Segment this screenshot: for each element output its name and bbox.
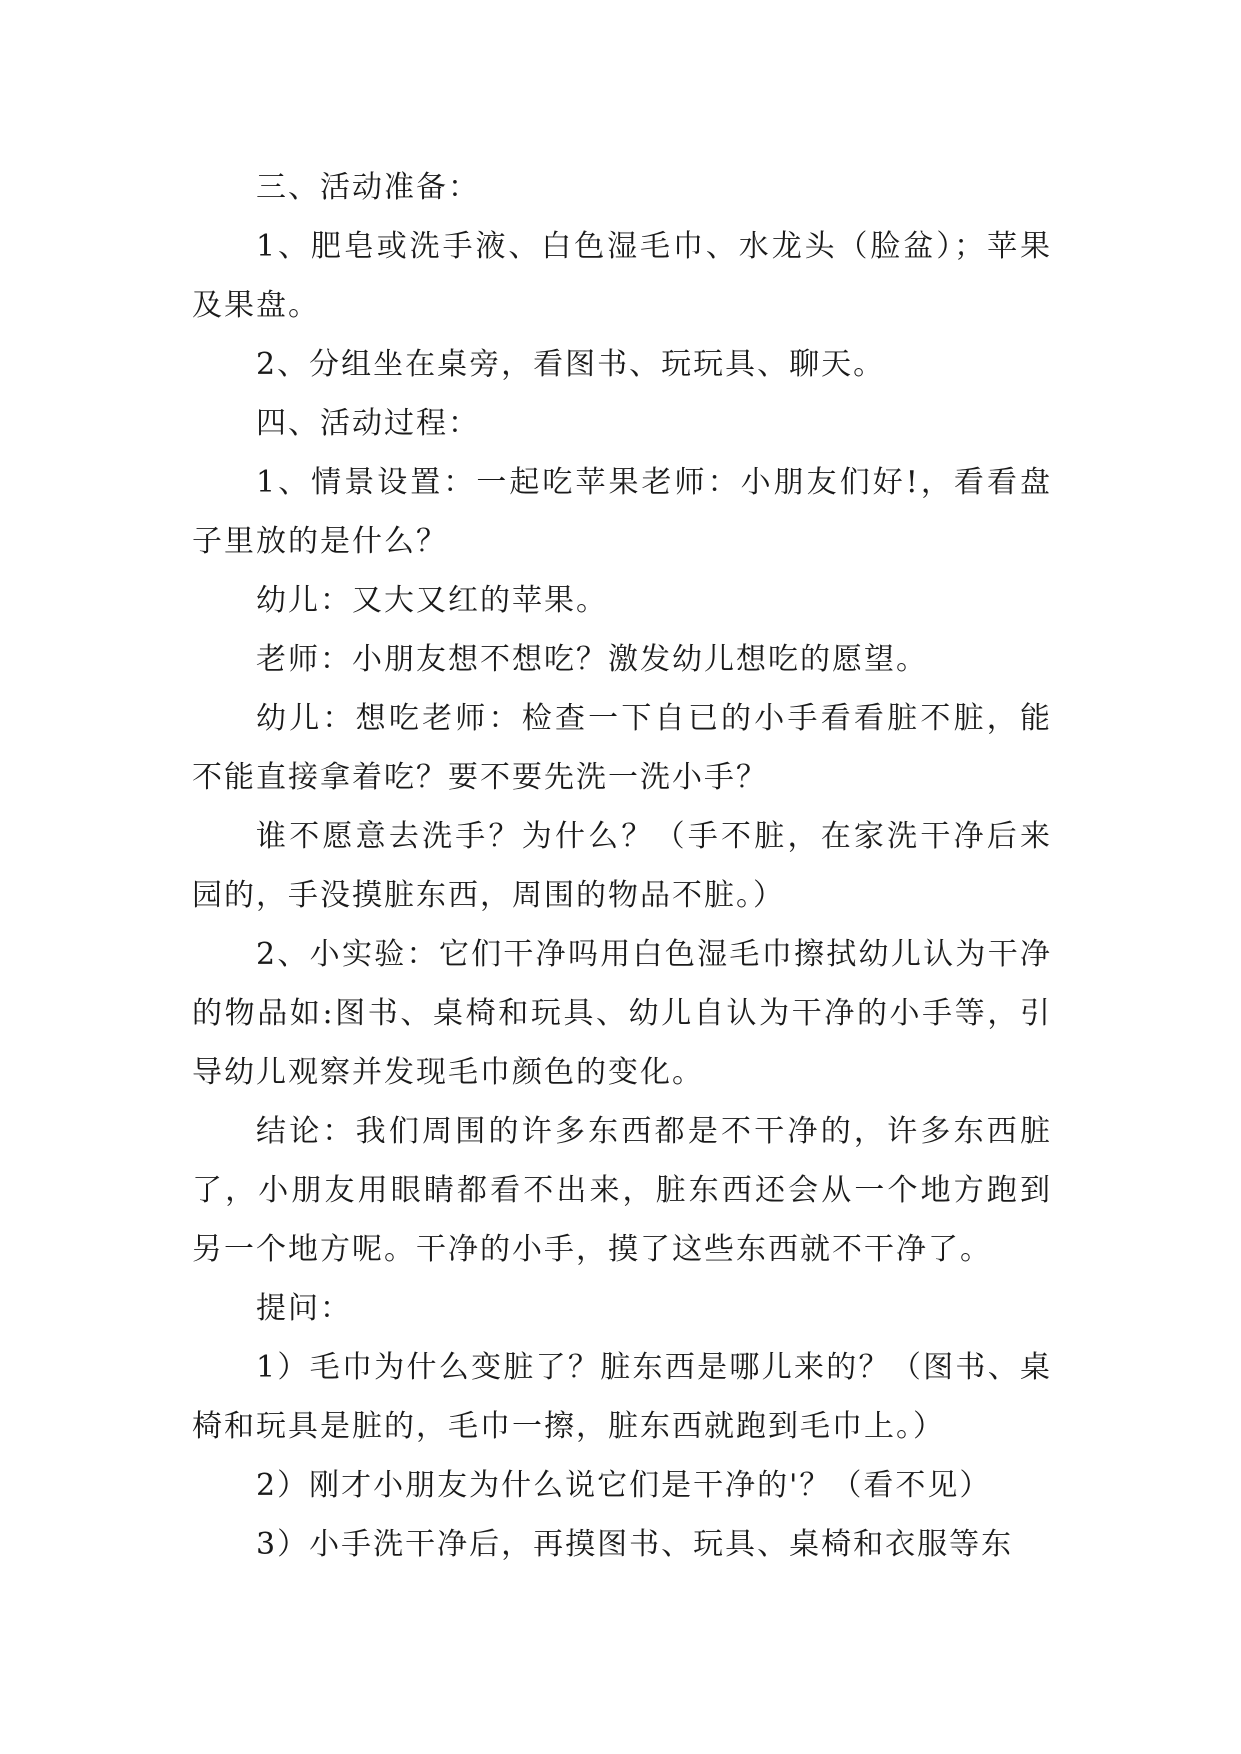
paragraph-materials: 1、肥皂或洗手液、白色湿毛巾、水龙头（脸盆）；苹果及果盘。 bbox=[192, 229, 1052, 323]
document-page bbox=[192, 158, 1052, 1574]
paragraph-scenario: 1、情景设置：一起吃苹果老师：小朋友们好!，看看盘子里放的是什么？ bbox=[192, 465, 1052, 559]
paragraph-question-3: 3）小手洗干净后，再摸图书、玩具、桌椅和衣服等东 bbox=[256, 1527, 1014, 1562]
paragraph-who-unwilling: 谁不愿意去洗手？为什么？（手不脏，在家洗干净后来园的，手没摸脏东西，周围的物品不脏。） bbox=[192, 819, 1052, 913]
paragraph-question-1: 1）毛巾为什么变脏了？脏东西是哪儿来的？（图书、桌椅和玩具是脏的，毛巾一擦，脏东西就跑到毛巾上。） bbox=[192, 1350, 1052, 1444]
paragraph-grouping: 2、分组坐在桌旁，看图书、玩玩具、聊天。 bbox=[256, 347, 886, 382]
paragraph-child-answer: 幼儿：又大又红的苹果。 bbox=[256, 583, 608, 618]
paragraph-experiment: 2、小实验：它们干净吗用白色湿毛巾擦拭幼儿认为干净的物品如:图书、桌椅和玩具、幼儿自认为干净的小手等，引导幼儿观察并发现毛巾颜色的变化。 bbox=[192, 937, 1052, 1090]
section-heading-preparation: 三、活动准备： bbox=[256, 170, 480, 205]
paragraph-questions-heading: 提问： bbox=[256, 1291, 352, 1326]
paragraph-question-2: 2）刚才小朋友为什么说它们是干净的'？（看不见） bbox=[256, 1468, 992, 1503]
section-heading-process: 四、活动过程： bbox=[256, 406, 480, 441]
paragraph-conclusion: 结论：我们周围的许多东西都是不干净的，许多东西脏了，小朋友用眼睛都看不出来，脏东西还会从一个地方跑到另一个地方呢。干净的小手，摸了这些东西就不干净了。 bbox=[192, 1114, 1052, 1267]
paragraph-teacher-question: 老师：小朋友想不想吃？激发幼儿想吃的愿望。 bbox=[256, 642, 928, 677]
paragraph-check-hands: 幼儿：想吃老师：检查一下自已的小手看看脏不脏，能不能直接拿着吃？要不要先洗一洗小手？ bbox=[192, 701, 1052, 795]
